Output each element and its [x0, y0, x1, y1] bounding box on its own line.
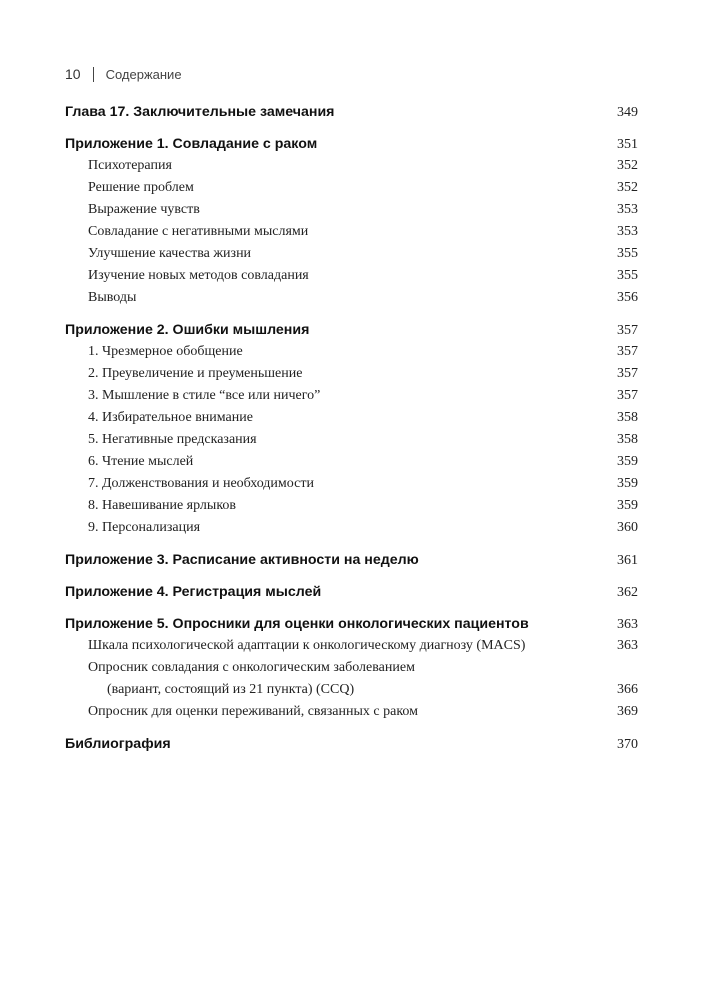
- entry-title: [88, 221, 308, 243]
- entry-title: [88, 341, 243, 363]
- entry-title-line: Шкала психологической адаптации к онкологическому диагнозу (MACS): [88, 638, 526, 653]
- toc-section-heading[interactable]: [65, 101, 638, 123]
- toc-entry[interactable]: [65, 451, 638, 473]
- entry-title-line: 6. Чтение мыслей: [88, 454, 194, 469]
- section-title: Глава 17. Заключительные замечания: [65, 104, 335, 120]
- section-title: Приложение 5. Опросники для оценки онкологических пациентов: [65, 616, 529, 632]
- toc-section: [65, 133, 638, 309]
- entry-title: [88, 243, 251, 265]
- toc-section-heading[interactable]: [65, 613, 638, 635]
- section-page-number: 361: [617, 553, 638, 568]
- entry-page-number: 357: [617, 388, 638, 403]
- entry-page-number: 359: [617, 498, 638, 513]
- toc-section: [65, 549, 638, 571]
- entry-page-number: 355: [617, 268, 638, 283]
- entry-page-number: 366: [617, 682, 638, 697]
- entry-page-number: 355: [617, 246, 638, 261]
- entry-title-line: Совладание с негативными мыслями: [88, 224, 309, 239]
- table-of-contents: [65, 101, 638, 765]
- section-page-number: 370: [617, 737, 638, 752]
- entry-page-number: 359: [617, 454, 638, 469]
- entry-title-line: Опросник совладания с онкологическим заболеванием: [88, 660, 415, 675]
- section-title: Библиография: [65, 736, 171, 752]
- toc-entry[interactable]: [65, 243, 638, 265]
- entry-title-line: Выводы: [88, 290, 137, 305]
- section-page-number: 351: [617, 137, 638, 152]
- page-number: 10: [65, 66, 81, 82]
- section-page-number: 362: [617, 585, 638, 600]
- toc-entry[interactable]: [65, 155, 638, 177]
- toc-entry[interactable]: [65, 429, 638, 451]
- entry-title: [88, 701, 418, 723]
- toc-entry[interactable]: [65, 287, 638, 309]
- entry-title-line: 9. Персонализация: [88, 520, 201, 535]
- entry-title-line: Изучение новых методов совладания: [88, 268, 309, 283]
- section-page-number: 357: [617, 323, 638, 338]
- entry-title-line: 1. Чрезмерное обобщение: [88, 344, 243, 359]
- entry-title: [88, 517, 200, 539]
- header-divider: [93, 67, 94, 82]
- entry-title: [88, 635, 525, 657]
- section-title: Приложение 2. Ошибки мышления: [65, 322, 310, 338]
- toc-entry[interactable]: [65, 385, 638, 407]
- toc-entry[interactable]: [65, 657, 638, 701]
- entry-title: [88, 495, 236, 517]
- entry-title-line: Выражение чувств: [88, 202, 200, 217]
- entry-title-continuation: (вариант, состоящий из 21 пункта) (CCQ): [107, 682, 355, 697]
- running-head-title: Содержание: [105, 66, 182, 82]
- toc-section-heading[interactable]: [65, 581, 638, 603]
- entry-page-number: 360: [617, 520, 638, 535]
- entry-title: [88, 155, 172, 177]
- entry-title: [88, 385, 320, 407]
- section-page-number: 349: [617, 105, 638, 120]
- toc-section-heading[interactable]: [65, 733, 638, 755]
- entry-title-line: Решение проблем: [88, 180, 194, 195]
- toc-entry[interactable]: [65, 341, 638, 363]
- entry-page-number: 369: [617, 704, 638, 719]
- entry-page-number: 359: [617, 476, 638, 491]
- toc-entry[interactable]: [65, 221, 638, 243]
- entry-title: [88, 363, 302, 385]
- toc-entry[interactable]: [65, 407, 638, 429]
- entry-title: [88, 473, 314, 495]
- entry-page-number: 357: [617, 344, 638, 359]
- section-title: Приложение 1. Совладание с раком: [65, 136, 318, 152]
- toc-section-heading[interactable]: [65, 319, 638, 341]
- entry-title: [88, 407, 253, 429]
- toc-entry[interactable]: [65, 265, 638, 287]
- entry-title-line: Опросник для оценки переживаний, связанных с раком: [88, 704, 419, 719]
- entry-title: [88, 451, 193, 473]
- entry-page-number: 352: [617, 158, 638, 173]
- entry-title-line: Психотерапия: [88, 158, 172, 173]
- entry-page-number: 357: [617, 366, 638, 381]
- entry-page-number: 353: [617, 224, 638, 239]
- entry-title-line: Улучшение качества жизни: [88, 246, 252, 261]
- entry-title: [88, 265, 309, 287]
- entry-title: [88, 199, 200, 221]
- toc-entry[interactable]: [65, 473, 638, 495]
- section-page-number: 363: [617, 617, 638, 632]
- entry-title: [88, 177, 194, 199]
- toc-section: [65, 733, 638, 755]
- entry-page-number: 358: [617, 432, 638, 447]
- toc-section-heading[interactable]: [65, 549, 638, 571]
- toc-section: [65, 581, 638, 603]
- entry-title-line: 8. Навешивание ярлыков: [88, 498, 237, 513]
- entry-title: [88, 287, 136, 309]
- toc-entry[interactable]: [65, 363, 638, 385]
- entry-title-line: 4. Избирательное внимание: [88, 410, 253, 425]
- toc-entry[interactable]: [65, 635, 638, 657]
- entry-title-line: 3. Мышление в стиле “все или ничего”: [88, 388, 321, 403]
- entry-title: [88, 657, 415, 701]
- toc-entry[interactable]: [65, 495, 638, 517]
- toc-entry[interactable]: [65, 177, 638, 199]
- toc-section: [65, 101, 638, 123]
- entry-page-number: 363: [617, 638, 638, 653]
- toc-entry[interactable]: [65, 517, 638, 539]
- section-title: Приложение 3. Расписание активности на неделю: [65, 552, 419, 568]
- toc-entry[interactable]: [65, 199, 638, 221]
- section-title: Приложение 4. Регистрация мыслей: [65, 584, 322, 600]
- entry-page-number: 356: [617, 290, 638, 305]
- entry-page-number: 352: [617, 180, 638, 195]
- toc-section-heading[interactable]: [65, 133, 638, 155]
- toc-section: [65, 319, 638, 539]
- entry-title-line: 5. Негативные предсказания: [88, 432, 257, 447]
- toc-section: [65, 613, 638, 723]
- entry-title-line: 2. Преувеличение и преуменьшение: [88, 366, 303, 381]
- entry-page-number: 358: [617, 410, 638, 425]
- entry-page-number: 353: [617, 202, 638, 217]
- running-head: [65, 66, 182, 82]
- entry-title-line: 7. Долженствования и необходимости: [88, 476, 314, 491]
- toc-entry[interactable]: [65, 701, 638, 723]
- entry-title: [88, 429, 257, 451]
